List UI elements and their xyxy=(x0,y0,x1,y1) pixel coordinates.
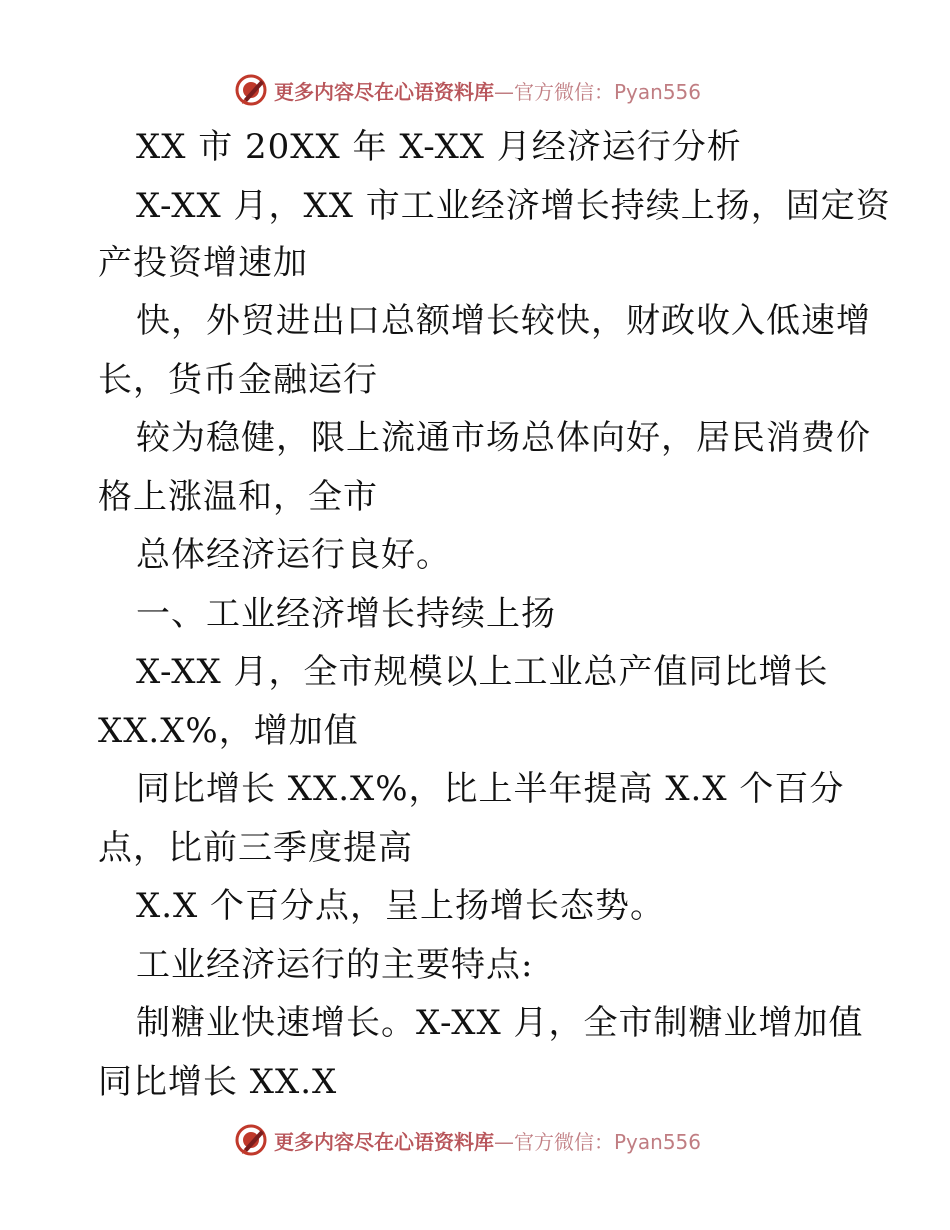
doc-paragraph-line: 同比增长 XX.X xyxy=(98,1062,338,1102)
doc-paragraph-line: 工业经济运行的主要特点: xyxy=(136,945,534,985)
doc-paragraph-line: 产投资增速加 xyxy=(98,243,308,283)
doc-paragraph-line: X.X 个百分点，呈上扬增长态势。 xyxy=(136,886,666,926)
doc-paragraph-line: 点，比前三季度提高 xyxy=(98,828,413,868)
doc-paragraph-line: 长，货币金融运行 xyxy=(98,360,378,400)
watermark-site-text: 更多内容尽在心语资料库 xyxy=(274,79,494,104)
doc-title: XX 市 20XX 年 X-XX 月经济运行分析 xyxy=(136,127,742,167)
doc-paragraph-line: 制糖业快速增长。X-XX 月，全市制糖业增加值 xyxy=(136,1003,864,1043)
doc-section-heading: 一、工业经济增长持续上扬 xyxy=(136,594,556,634)
doc-paragraph-line: 同比增长 XX.X%，比上半年提高 X.X 个百分 xyxy=(136,769,845,809)
header-watermark xyxy=(234,70,754,110)
watermark-site-text: 更多内容尽在心语资料库 xyxy=(274,1129,494,1154)
watermark-wechat-text: —官方微信：Pyan556 xyxy=(494,79,702,104)
pen-logo-icon xyxy=(234,1123,268,1157)
doc-paragraph-line: X-XX 月，全市规模以上工业总产值同比增长 xyxy=(136,652,829,692)
doc-paragraph-line: XX.X%，增加值 xyxy=(98,711,359,751)
doc-paragraph-line: 总体经济运行良好。 xyxy=(136,535,451,575)
watermark-wechat-text: —官方微信：Pyan556 xyxy=(494,1129,702,1154)
doc-paragraph-line: X-XX 月，XX 市工业经济增长持续上扬，固定资 xyxy=(136,186,891,226)
doc-paragraph-line: 格上涨温和，全市 xyxy=(98,477,378,517)
doc-paragraph-line: 快，外贸进出口总额增长较快，财政收入低速增 xyxy=(136,301,871,341)
doc-paragraph-line: 较为稳健，限上流通市场总体向好，居民消费价 xyxy=(136,418,871,458)
footer-watermark xyxy=(234,1120,754,1160)
pen-logo-icon xyxy=(234,73,268,107)
